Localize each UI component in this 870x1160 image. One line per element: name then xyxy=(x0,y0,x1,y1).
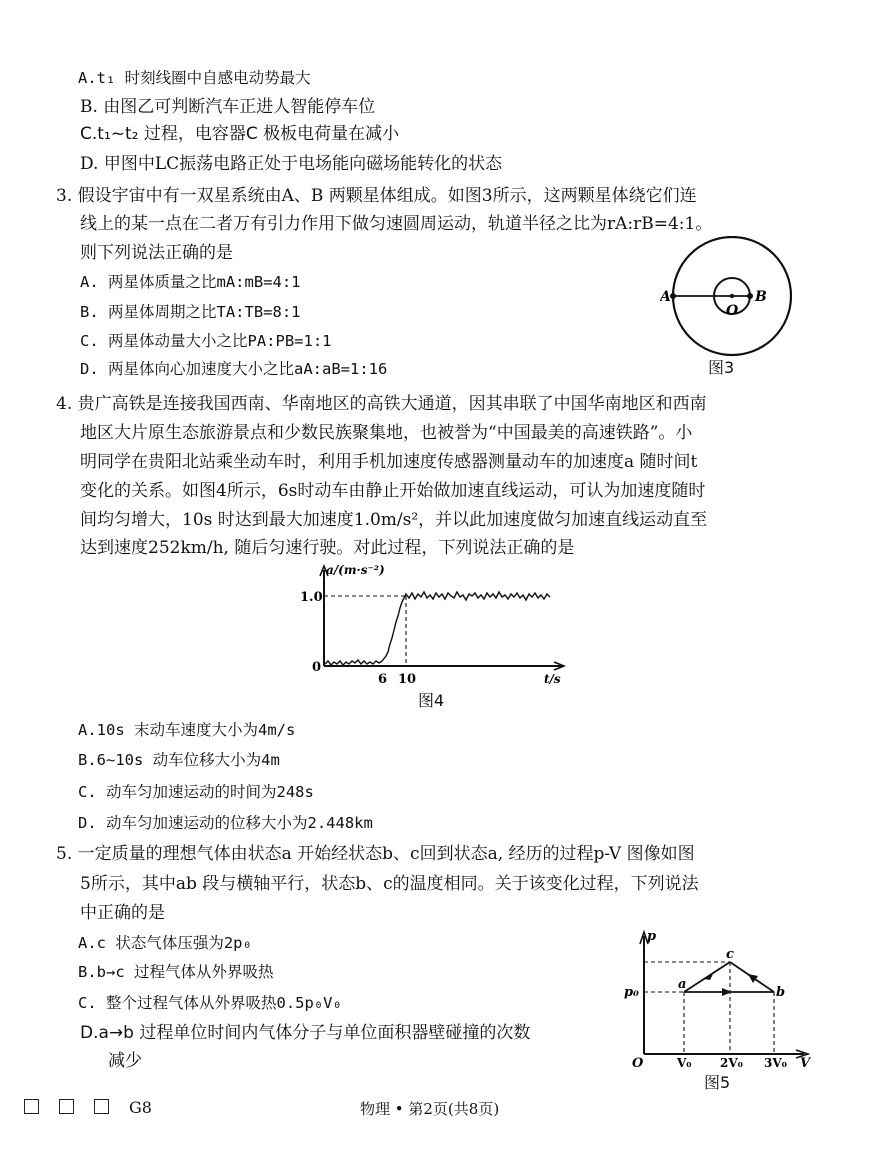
q4-stem-line5: 间均匀增大，10s 时达到最大加速度1.0m/s²，并以此加速度做匀加速直线运动直至 xyxy=(80,510,708,530)
tick-origin: 0 xyxy=(312,660,322,675)
q4-stem-line1: 4. 贵广高铁是连接我国西南、华南地区的高铁大通道，因其串联了中国华南地区和西南 xyxy=(56,394,707,414)
q2-option-c: C.t₁~t₂ 过程，电容器C 极板电荷量在减小 xyxy=(80,124,400,144)
arrow-ca xyxy=(704,972,714,980)
figure-3-binary-star xyxy=(660,236,810,360)
q2-option-d: D. 甲图中LC振荡电路正处于电场能向磁场能转化的状态 xyxy=(80,154,503,174)
q4-option-c: C. 动车匀加速运动的时间为248s xyxy=(78,783,314,801)
checkbox-square xyxy=(24,1099,39,1114)
footer-left xyxy=(24,1098,152,1117)
point-a-label: a xyxy=(678,977,687,992)
tick-6: 6 xyxy=(378,672,388,687)
label-o: O xyxy=(726,303,739,319)
point-c-label: c xyxy=(726,947,734,962)
p-axis-label: p xyxy=(647,929,657,944)
q3-option-a: A. 两星体质量之比mA:mB=4:1 xyxy=(80,273,301,291)
q4-stem-line2: 地区大片原生态旅游景点和少数民族聚集地，也被誉为“中国最美的高速铁路”。小 xyxy=(80,423,693,443)
q5-stem-line3: 中正确的是 xyxy=(80,903,165,923)
tick-10: 10 xyxy=(398,672,417,687)
q4-stem-line6: 达到速度252km/h, 随后匀速行驶。对此过程，下列说法正确的是 xyxy=(80,538,575,558)
q5-option-d-line1: D.a→b 过程单位时间内气体分子与单位面积器壁碰撞的次数 xyxy=(80,1023,531,1043)
page-number: 物理 • 第2页(共8页) xyxy=(360,1100,500,1118)
q5-option-b: B.b→c 过程气体从外界吸热 xyxy=(78,963,274,981)
arrow-ab xyxy=(722,988,732,996)
q4-stem-line3: 明同学在贵阳北站乘坐动车时，利用手机加速度传感器测量动车的加速度a 随时间t xyxy=(80,452,698,472)
tick-v0: V₀ xyxy=(677,1056,692,1070)
q3-option-b: B. 两星体周期之比TA:TB=8:1 xyxy=(80,303,301,321)
figure-4-acceleration-graph xyxy=(300,560,572,690)
q5-stem-line1: 5. 一定质量的理想气体由状态a 开始经状态b、c回到状态a, 经历的过程p-V 图像如图 xyxy=(56,844,695,864)
q5-option-a: A.c 状态气体压强为2p₀ xyxy=(78,934,252,952)
q4-option-d: D. 动车匀加速运动的位移大小为2.448km xyxy=(78,814,373,832)
q2-option-a: A.t₁ 时刻线圈中自感电动势最大 xyxy=(78,69,311,87)
acceleration-trace xyxy=(325,592,550,665)
point-b-label: b xyxy=(776,985,786,1000)
tick-2v0: 2V₀ xyxy=(720,1056,743,1070)
q3-option-c: C. 两星体动量大小之比PA:PB=1:1 xyxy=(80,332,332,350)
q2-option-b: B. 由图乙可判断汽车正进人智能停车位 xyxy=(80,97,376,117)
label-a: A xyxy=(660,289,671,305)
q3-stem-line2: 线上的某一点在二者万有引力作用下做匀速圆周运动，轨道半径之比为rA:rB=4:1。 xyxy=(80,214,713,234)
checkbox-square xyxy=(59,1099,74,1114)
q5-option-d-line2: 减少 xyxy=(108,1051,142,1071)
q5-option-c: C. 整个过程气体从外界吸热0.5p₀V₀ xyxy=(78,994,342,1012)
tick-1-0: 1.0 xyxy=(300,590,323,605)
v-axis-label: V xyxy=(800,1056,811,1070)
figure-5-pv-diagram xyxy=(620,924,816,1070)
x-axis-label: t/s xyxy=(544,672,561,686)
figure-3-caption: 图3 xyxy=(708,358,735,377)
tick-3v0: 3V₀ xyxy=(764,1056,787,1070)
q3-stem-line3: 则下列说法正确的是 xyxy=(80,243,233,263)
checkbox-square xyxy=(94,1099,109,1114)
star-a xyxy=(670,293,676,299)
center-o xyxy=(730,294,734,298)
origin-label: O xyxy=(632,1056,644,1070)
arrow-bc xyxy=(748,974,758,983)
y-axis-label: a/(m·s⁻²) xyxy=(326,563,385,577)
label-p0: p₀ xyxy=(624,985,639,1000)
star-b xyxy=(747,293,753,299)
figure-5-caption: 图5 xyxy=(704,1073,731,1092)
paper-code: G8 xyxy=(129,1098,152,1117)
q3-stem-line1: 3. 假设宇宙中有一双星系统由A、B 两颗星体组成。如图3所示，这两颗星体绕它们连 xyxy=(56,186,697,206)
q3-option-d: D. 两星体向心加速度大小之比aA:aB=1:16 xyxy=(80,360,388,378)
q4-stem-line4: 变化的关系。如图4所示，6s时动车由静止开始做加速直线运动，可认为加速度随时 xyxy=(80,481,706,501)
q4-option-a: A.10s 末动车速度大小为4m/s xyxy=(78,721,296,739)
q4-option-b: B.6~10s 动车位移大小为4m xyxy=(78,751,280,769)
label-b: B xyxy=(755,289,767,305)
figure-4-caption: 图4 xyxy=(418,691,445,710)
q5-stem-line2: 5所示，其中ab 段与横轴平行，状态b、c的温度相同。关于该变化过程，下列说法 xyxy=(80,874,699,894)
